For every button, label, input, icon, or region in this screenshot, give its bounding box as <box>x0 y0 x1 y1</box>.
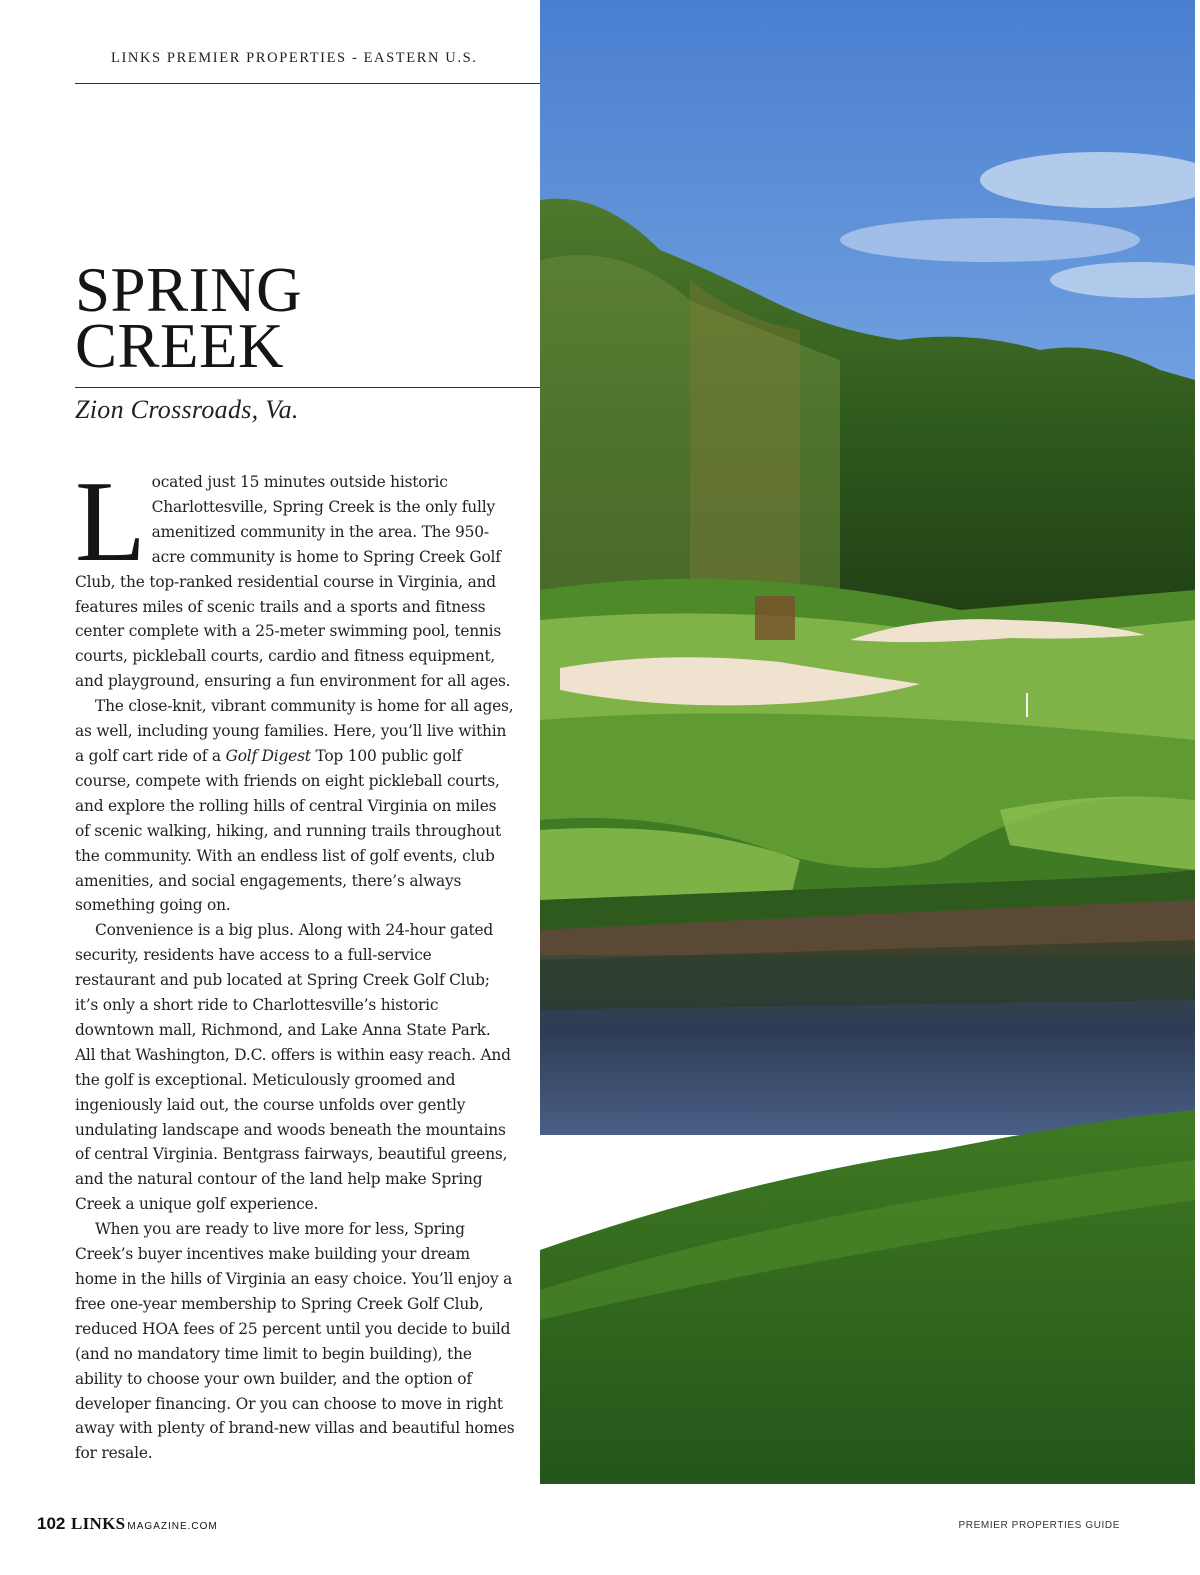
golf-digest-italic: Golf Digest <box>225 746 311 765</box>
paragraph-2 <box>75 694 515 918</box>
drop-cap: L <box>75 458 146 586</box>
title-line-2: CREEK <box>75 311 285 381</box>
article-location: Zion Crossroads, Va. <box>75 395 299 424</box>
paragraph-4: When you are ready to live more for less, Spring Creek’s buyer incentives make building your dream home in the hills of Virginia an easy choice. You’ll enjoy a free one-year membership to Spring Creek Golf Club, reduced HOA fees of 25 percent until you decide to build (and no mandatory time limit to begin building), the ability to choose your own builder, and the option of developer financing. Or you can choose to move in right away with plenty of brand-new villas and beautiful homes for resale. <box>75 1220 515 1463</box>
header-rule <box>75 83 540 84</box>
paragraph-2-text-a: The close-knit, vibrant community is home for all ages, as well, including young families. Here, you’ll live within a golf cart ride of a <box>75 697 514 765</box>
paragraph-2-text-b: Top 100 public golf course, compete with friends on eight pickleball courts, and explore the rolling hills of central Virginia on miles of scenic walking, hiking, and running trails throughout the community. With an endless list of golf events, club amenities, and social engagements, there’s always something going on. <box>75 746 501 915</box>
guide-label: PREMIER PROPERTIES GUIDE <box>958 1520 1120 1531</box>
golf-course-photo <box>540 0 1195 1484</box>
brand-logo: LINKS <box>71 1514 126 1533</box>
paragraph-3: Convenience is a big plus. Along with 24-hour gated security, residents have access to a full-service restaurant and pub located at Spring Creek Golf Club; it’s only a short ride to Charlottesville’s historic downtown mall, Richmond, and Lake Anna State Park. All that Washington, D.C. offers is within easy reach. And the golf is exceptional. Meticulously groomed and ingeniously laid out, the course unfolds over gently undulating landscape and woods beneath the mountains of central Virginia. Bentgrass fairways, beautiful greens, and the natural contour of the land help make Spring Creek a unique golf experience. <box>75 921 511 1214</box>
section-label: LINKS PREMIER PROPERTIES - EASTERN U.S. <box>111 50 478 66</box>
brand-suffix: MAGAZINE.COM <box>127 1521 218 1532</box>
paragraph-1 <box>75 458 515 694</box>
article-body <box>75 458 515 1466</box>
title-rule <box>75 387 540 388</box>
title-line-1: SPRING <box>75 255 303 325</box>
paragraph-1-text: ocated just 15 minutes outside historic Charlottesville, Spring Creek is the only fully amenitized community in the area. The 950-acre community is home to Spring Creek Golf Club, the top-ranked residential course in Virginia, and features miles of scenic trails and a sports and fitness center complete with a 25-meter swimming pool, tennis courts, pickleball courts, cardio and fitness equipment, and playground, ensuring a fun environment for all ages. <box>75 473 511 691</box>
article-title <box>75 255 303 381</box>
page-number: 102 <box>37 1514 66 1533</box>
magazine-brand <box>71 1514 218 1534</box>
